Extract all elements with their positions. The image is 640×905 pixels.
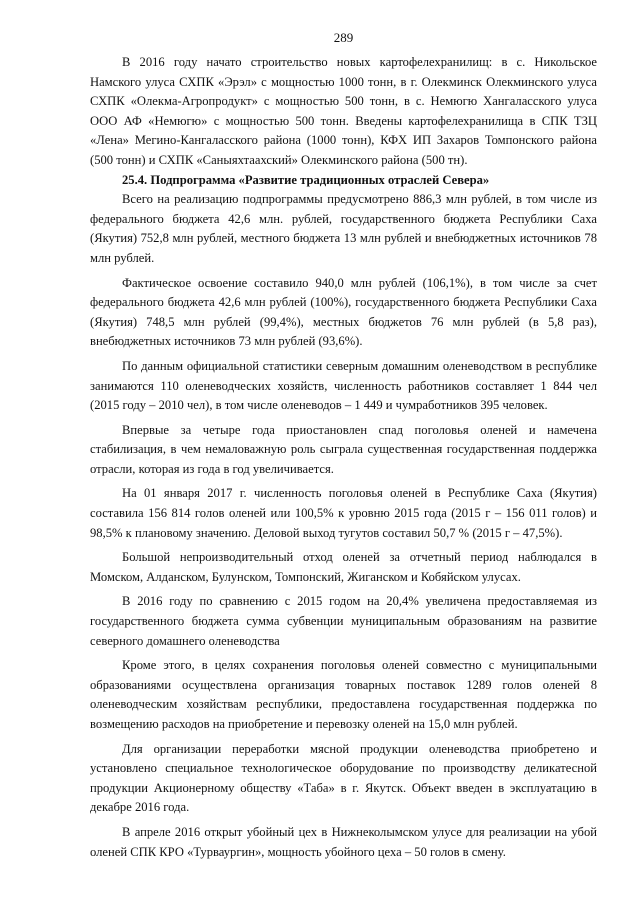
paragraph-potato-storage: В 2016 году начато строительство новых картофелехранилищ: в с. Никольское Намского улуса СХПК «Эрэл» с мощностью 1000 тонн, в г. Олекминск Олекминского улуса СХПК «Олекма-Агропродукт» с мощностью 500 тонн, в с. Немюгю Хангаласского улуса ООО АФ «Немюгю» с мощностью 500 тонн. Введены картофелехранилища в СПК ТЗЦ «Лена» Мегино-Кангаласского района (1000 тонн), КФХ ИП Захаров Томпонского района (500 тонн) и СХПК «Саныяхтаахский» Олекминского района (500 тн).: [90, 55, 597, 167]
paragraph-stabilization: Впервые за четыре года приостановлен спад поголовья оленей и намечена стабилизация, в чем немаловажную роль сыграла существенная государственная поддержка отрасли, которая из года в год увеличивается.: [90, 422, 597, 476]
page-number: 289: [333, 30, 354, 45]
paragraph-losses: Большой непроизводительный отход оленей за отчетный период наблюдался в Момском, Алданском, Булунском, Томпонский, Жиганском и Кобяйском улусах.: [90, 550, 597, 584]
paragraph-funding-plan: Всего на реализацию подпрограммы предусмотрено 886,3 млн рублей, в том числе из федерального бюджета 42,6 млн. рублей, государственного бюджета Республики Саха (Якутия) 752,8 млн рублей, местного бюджета 13 млн рублей и внебюджетных источников 78 млн рублей.: [90, 192, 597, 265]
paragraph-deliveries: Кроме этого, в целях сохранения поголовья оленей совместно с муниципальными образованиями осуществлена организация товарных поставок 1289 голов оленей 8 оленеводческим хозяйствам республики, предоставлена государственная поддержка по возмещению расходов на приобретение и перевозку оленей на 15,0 млн рублей.: [90, 658, 597, 731]
section-heading: 25.4. Подпрограмма «Развитие традиционных отраслей Севера»: [122, 172, 490, 187]
paragraph-herd-size: На 01 января 2017 г. численность поголовья оленей в Республике Саха (Якутия) составила 156 814 голов оленей или 100,5% к уровню 2015 года (2015 г – 156 011 голов) и 98,5% к плановому значению. Деловой выход тугутов составил 50,7 % (2015 г – 47,5%).: [90, 486, 597, 540]
paragraph-statistics: По данным официальной статистики северным домашним оленеводством в республике занимаются 110 оленеводческих хозяйств, численность работников составляет 1 844 чел (2015 году – 2010 чел), в том числе оленеводов – 1 449 и чумработников 395 человек.: [90, 358, 597, 413]
paragraph-subvention: В 2016 году по сравнению с 2015 годом на 20,4% увеличена предоставляемая из государственного бюджета сумма субвенции муниципальным образованиям на развитие северного домашнего оленеводства: [90, 594, 597, 648]
paragraph-slaughterhouse: В апреле 2016 открыт убойный цех в Нижнеколымском улусе для реализации на убой оленей СПК КРО «Турваургин», мощность убойного цеха – 50 голов в смену.: [90, 824, 597, 859]
paragraph-actual-spending: Фактическое освоение составило 940,0 млн рублей (106,1%), в том числе за счет федерального бюджета 42,6 млн рублей (100%), государственного бюджета Республики Саха (Якутия) 748,5 млн рублей (99,4%), местных бюджетов 76 млн рублей (в 5,8 раз), внебюджетных источников 73 млн рублей (93,6%).: [90, 275, 597, 349]
paragraph-processing: Для организации переработки мясной продукции оленеводства приобретено и установлено специальное технологическое оборудование по производству деликатесной продукции Акционерному обществу «Таба» в г. Якутск. Объект введен в эксплуатацию в декабре 2016 года.: [90, 741, 597, 815]
